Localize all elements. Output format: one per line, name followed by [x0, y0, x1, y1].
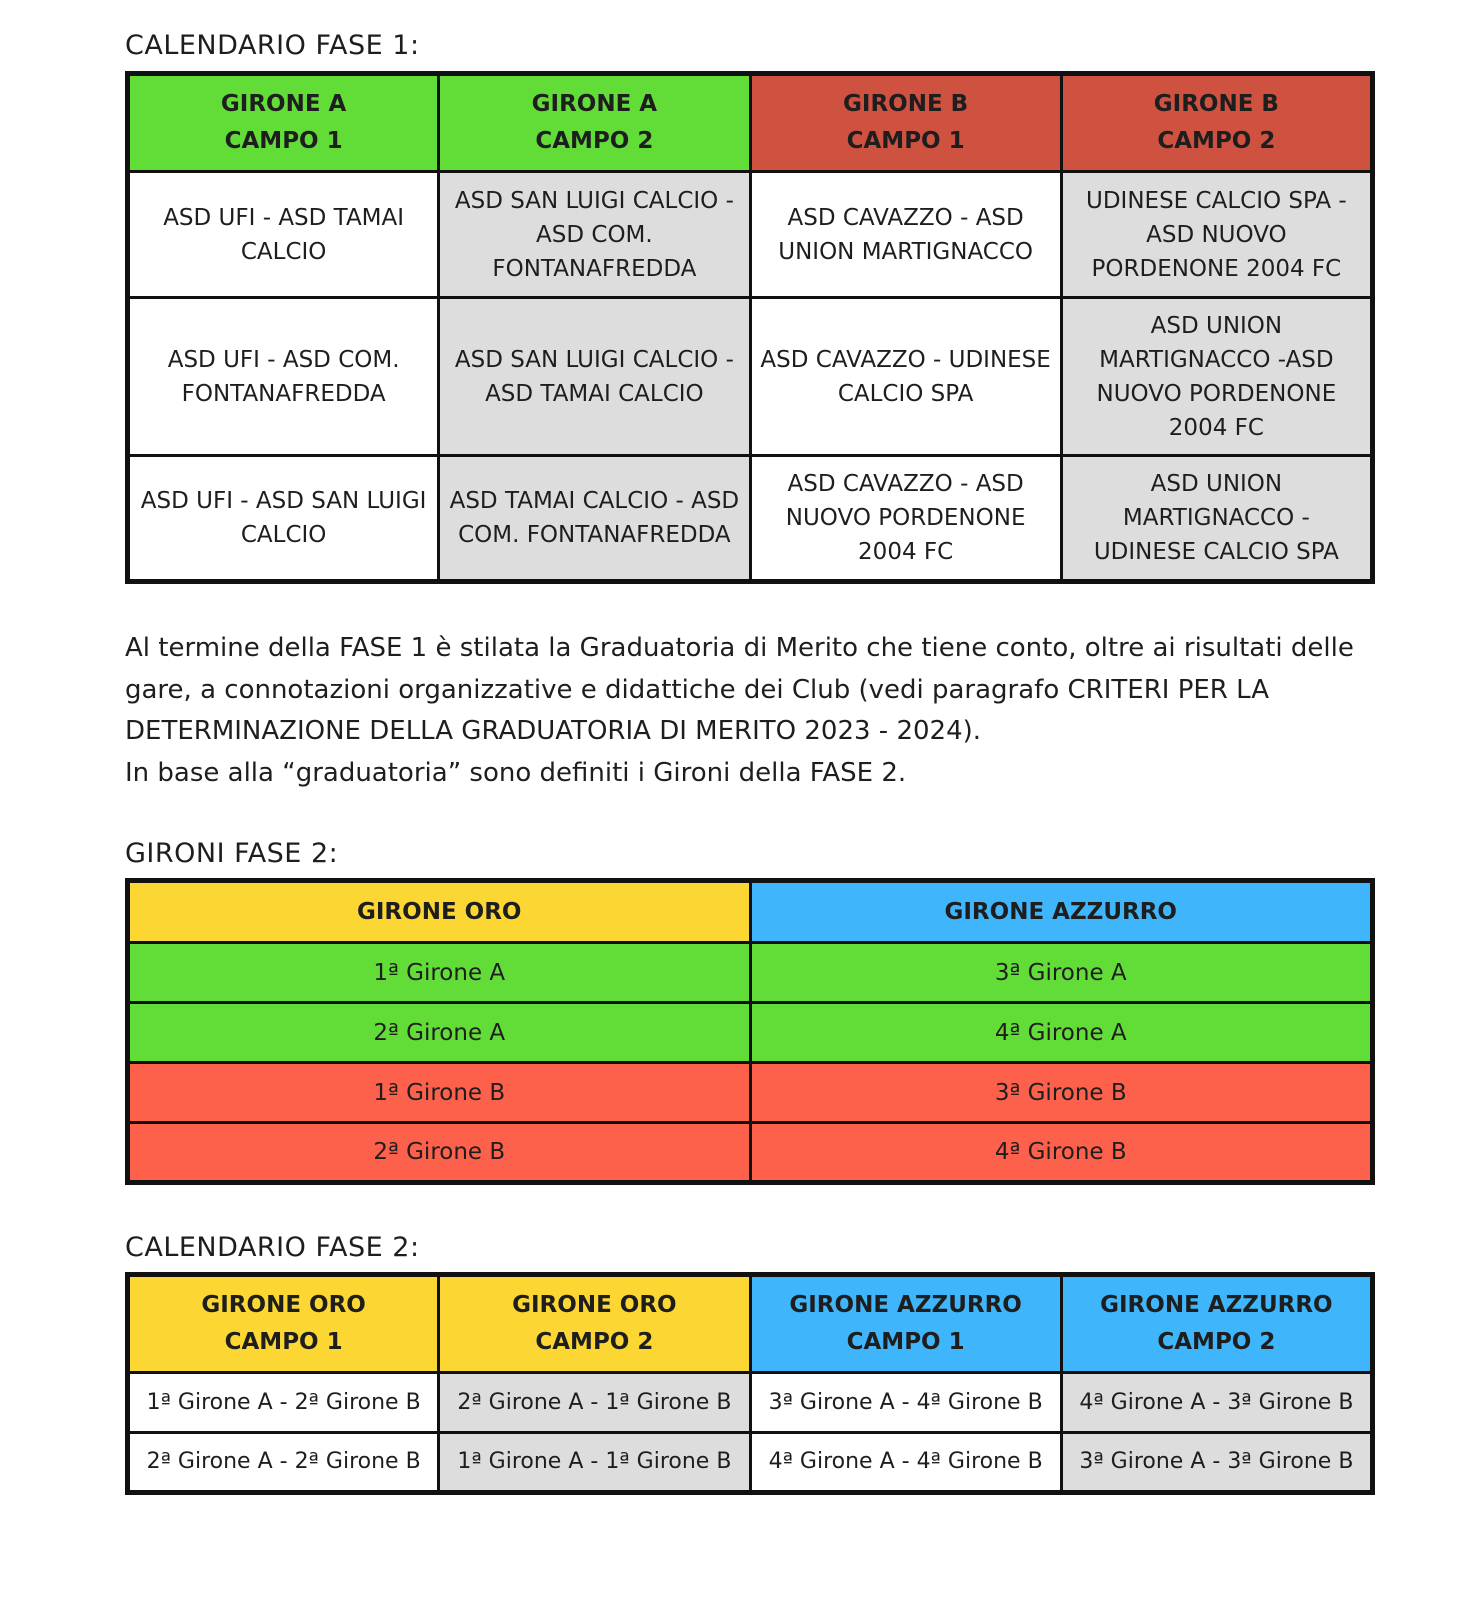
table-row [128, 1373, 1373, 1433]
gironi2-title: GIRONI FASE 2: [125, 838, 339, 869]
gironi2-header-row [128, 881, 1373, 943]
team-cell: 2ª Girone B [128, 1123, 751, 1183]
fase1-title: CALENDARIO FASE 1: [125, 30, 420, 61]
table-row [128, 943, 1373, 1003]
header-line: GIRONE AZZURRO [789, 1292, 1022, 1318]
header-line: GIRONE AZZURRO [1100, 1292, 1333, 1318]
team-cell: 3ª Girone B [750, 1063, 1373, 1123]
paragraph-text: In base alla “graduatoria” sono definiti i Gironi della FASE 2. [125, 757, 907, 788]
fase2-header [750, 1275, 1061, 1373]
header-line: CAMPO 1 [224, 128, 343, 154]
match-cell: 1ª Girone A - 1ª Girone B [439, 1433, 750, 1493]
table-row [128, 172, 1373, 298]
table-row [128, 298, 1373, 456]
match-cell: ASD UFI - ASD SAN LUIGI CALCIO [128, 456, 439, 582]
header-line: GIRONE A [531, 91, 658, 117]
gironi2-table [125, 878, 1375, 1185]
header-line: GIRONE A [220, 91, 347, 117]
fase1-header [128, 74, 439, 172]
match-cell: 1ª Girone A - 2ª Girone B [128, 1373, 439, 1433]
fase1-table [125, 71, 1375, 584]
header-line: CAMPO 1 [846, 1329, 965, 1355]
fase1-header-row [128, 74, 1373, 172]
match-cell: ASD UNION MARTIGNACCO - UDINESE CALCIO SPA [1061, 456, 1372, 582]
table-row [128, 456, 1373, 582]
table-row [128, 1063, 1373, 1123]
match-cell: ASD SAN LUIGI CALCIO - ASD COM. FONTANAFREDDA [439, 172, 750, 298]
team-cell: 4ª Girone A [750, 1003, 1373, 1063]
match-cell: 2ª Girone A - 1ª Girone B [439, 1373, 750, 1433]
header-line: CAMPO 2 [1157, 128, 1276, 154]
header-line: CAMPO 2 [1157, 1329, 1276, 1355]
team-cell: 1ª Girone B [128, 1063, 751, 1123]
match-cell: ASD CAVAZZO - ASD UNION MARTIGNACCO [750, 172, 1061, 298]
match-cell: 4ª Girone A - 3ª Girone B [1061, 1373, 1372, 1433]
fase2-header [1061, 1275, 1372, 1373]
fase1-header [750, 74, 1061, 172]
fase2-header [128, 1275, 439, 1373]
fase2-table [125, 1272, 1375, 1495]
fase2-header [439, 1275, 750, 1373]
team-cell: 4ª Girone B [750, 1123, 1373, 1183]
table-row [128, 1433, 1373, 1493]
table-row [128, 1003, 1373, 1063]
team-cell: 3ª Girone A [750, 943, 1373, 1003]
body-paragraph [125, 628, 1385, 794]
table-row [128, 1123, 1373, 1183]
gironi2-header-azzurro: GIRONE AZZURRO [750, 881, 1373, 943]
header-line: CAMPO 2 [535, 128, 654, 154]
header-line: GIRONE B [843, 91, 969, 117]
match-cell: ASD CAVAZZO - ASD NUOVO PORDENONE 2004 FC [750, 456, 1061, 582]
match-cell: ASD CAVAZZO - UDINESE CALCIO SPA [750, 298, 1061, 456]
header-line: GIRONE ORO [201, 1292, 366, 1318]
match-cell: ASD SAN LUIGI CALCIO - ASD TAMAI CALCIO [439, 298, 750, 456]
team-cell: 2ª Girone A [128, 1003, 751, 1063]
match-cell: ASD TAMAI CALCIO - ASD COM. FONTANAFREDDA [439, 456, 750, 582]
header-line: CAMPO 2 [535, 1329, 654, 1355]
fase1-header [1061, 74, 1372, 172]
fase2-header-row [128, 1275, 1373, 1373]
paragraph-text: Al termine della FASE 1 è stilata la Graduatoria di Merito che tiene conto, oltre ai risultati delle gare, a connotazioni organizzative e didattiche dei Club (vedi paragrafo CRITERI PER LA DETERMINAZIONE DELLA GRADUATORIA DI MERITO 2023 - 2024). [125, 633, 1354, 746]
header-line: CAMPO 1 [224, 1329, 343, 1355]
fase1-header [439, 74, 750, 172]
match-cell: UDINESE CALCIO SPA - ASD NUOVO PORDENONE 2004 FC [1061, 172, 1372, 298]
match-cell: ASD UNION MARTIGNACCO -ASD NUOVO PORDENONE 2004 FC [1061, 298, 1372, 456]
match-cell: 4ª Girone A - 4ª Girone B [750, 1433, 1061, 1493]
fase2-title: CALENDARIO FASE 2: [125, 1232, 420, 1263]
match-cell: 2ª Girone A - 2ª Girone B [128, 1433, 439, 1493]
match-cell: 3ª Girone A - 4ª Girone B [750, 1373, 1061, 1433]
header-line: GIRONE ORO [512, 1292, 677, 1318]
gironi2-header-oro: GIRONE ORO [128, 881, 751, 943]
match-cell: ASD UFI - ASD COM. FONTANAFREDDA [128, 298, 439, 456]
match-cell: ASD UFI - ASD TAMAI CALCIO [128, 172, 439, 298]
team-cell: 1ª Girone A [128, 943, 751, 1003]
header-line: CAMPO 1 [846, 128, 965, 154]
match-cell: 3ª Girone A - 3ª Girone B [1061, 1433, 1372, 1493]
header-line: GIRONE B [1153, 91, 1279, 117]
